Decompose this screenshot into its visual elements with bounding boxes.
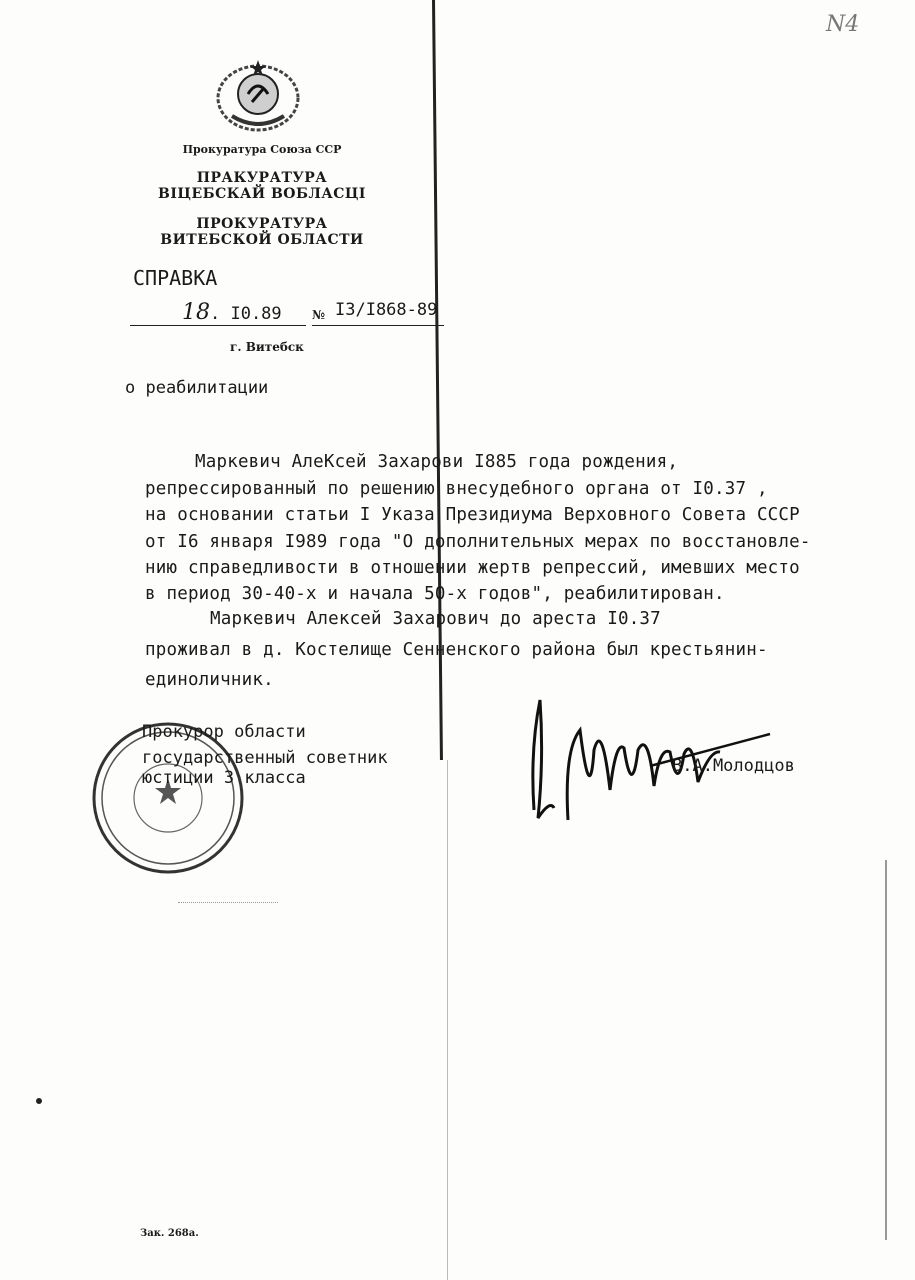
dotted-line <box>178 902 278 903</box>
document-type: СПРАВКА <box>133 266 218 290</box>
subject: о реабилитации <box>125 378 269 398</box>
header-union: Прокуратура Союза ССР <box>182 143 342 156</box>
document-number: I3/I868-89 <box>335 300 438 320</box>
ussr-emblem-icon <box>212 56 304 134</box>
number-underline <box>312 325 444 326</box>
page-edge-shadow <box>885 860 887 1240</box>
fold-crease-lower <box>447 760 448 1280</box>
body-line: в период 30-40-х и начала 50-х годов", реабилитирован. <box>145 584 725 604</box>
signer-title-line1: Прокурор области <box>142 722 306 742</box>
print-order-footer: Зак. 268а. <box>140 1228 199 1239</box>
header-ru-line2: ВИТЕБСКОЙ ОБЛАСТИ <box>160 232 364 248</box>
body-line: Маркевич Алексей Захарович до ареста I0.37 <box>210 609 661 629</box>
signer-title-line2: государственный советник <box>142 748 388 768</box>
signer-title-line3: юстиции 3 класса <box>142 768 306 788</box>
body-line: Маркевич АлеКсей Захарови I885 года рождения, <box>195 452 679 472</box>
city: г. Витебск <box>230 340 304 354</box>
date-underline <box>130 325 306 326</box>
date-handwritten: 18 <box>182 300 210 325</box>
body-line: на основании статьи I Указа Президиума Верховного Совета СССР <box>145 505 800 525</box>
ink-speck <box>36 1098 42 1104</box>
body-line: нию справедливости в отношении жертв репрессий, имевших место <box>145 558 800 578</box>
body-line: репрессированный по решению внесудебного органа от I0.37 , <box>145 479 768 499</box>
body-line: единоличник. <box>145 670 274 690</box>
header-ru-line1: ПРОКУРАТУРА <box>196 216 328 232</box>
number-sign: № <box>312 308 326 322</box>
official-seal <box>88 718 248 878</box>
corner-mark: N4 <box>826 12 860 37</box>
date <box>182 300 282 325</box>
header-by-line2: ВIЦЕБСКАЙ ВОБЛАСЦI <box>158 186 366 202</box>
body-line: от I6 января I989 года "О дополнительных мерах по восстановле- <box>145 532 811 552</box>
body-line: проживал в д. Костелище Сенненского района был крестьянин- <box>145 640 768 660</box>
signer-name: В.А.Молодцов <box>672 756 795 776</box>
header-by-line1: ПРАКУРАТУРА <box>196 170 328 186</box>
date-typed: . I0.89 <box>210 304 282 324</box>
